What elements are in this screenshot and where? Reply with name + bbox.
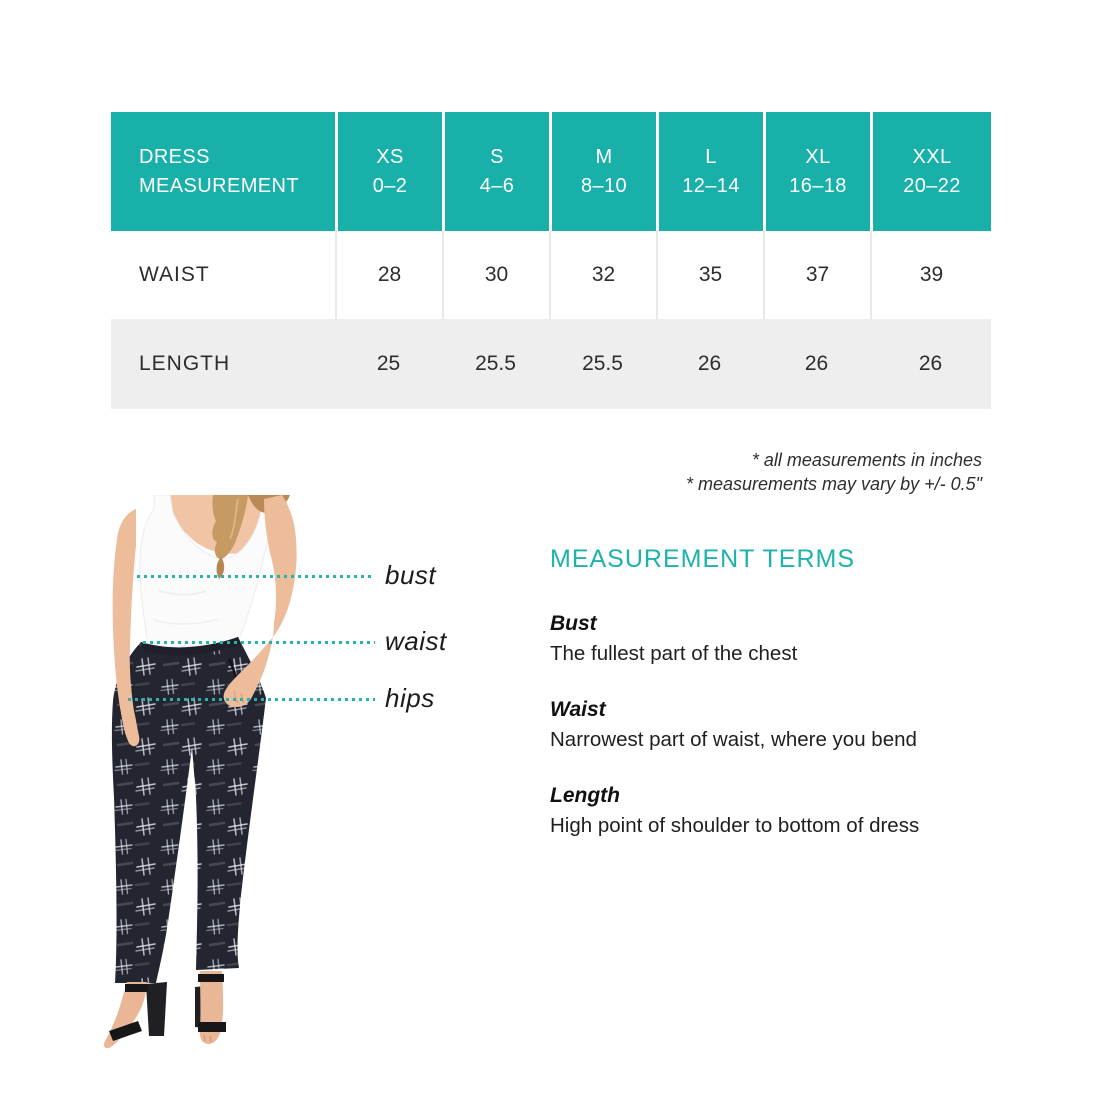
term-definition: Narrowest part of waist, where you bend: [550, 728, 917, 751]
term-item-bust: [550, 609, 1020, 668]
waist-value-m: 32: [549, 231, 656, 319]
length-value-xxl: 26: [870, 319, 991, 409]
size-range: 8–10: [580, 174, 628, 197]
length-value-xs: 25: [335, 319, 442, 409]
size-range: 12–14: [682, 174, 740, 197]
hips-measure-line: [128, 698, 375, 701]
waist-value-l: 35: [656, 231, 763, 319]
model-figure-svg: [88, 495, 388, 1075]
term-definition: The fullest part of the chest: [550, 642, 798, 665]
model-left-sandal: [104, 982, 167, 1048]
term-definition: High point of shoulder to bottom of dress: [550, 814, 920, 837]
size-label: L: [705, 145, 717, 168]
waist-measure-line: [143, 641, 375, 644]
term-name: Bust: [550, 612, 597, 635]
size-column-xxl: [870, 112, 991, 231]
size-column-xs: [335, 112, 442, 231]
size-range: 0–2: [372, 174, 408, 197]
term-item-waist: [550, 695, 1020, 754]
term-item-length: [550, 781, 1020, 840]
model-right-sandal: [195, 971, 226, 1044]
size-label: S: [490, 145, 504, 168]
size-label: XXL: [912, 145, 952, 168]
size-range: 20–22: [903, 174, 961, 197]
note-line: * measurements may vary by +/- 0.5": [686, 474, 982, 494]
term-name: Length: [550, 784, 620, 807]
length-row-label: LENGTH: [111, 319, 335, 409]
waist-label: waist: [385, 626, 447, 656]
bust-measure-line: [137, 575, 375, 578]
size-column-xl: [763, 112, 870, 231]
length-value-l: 26: [656, 319, 763, 409]
note-line: * all measurements in inches: [751, 450, 982, 470]
size-label: M: [595, 145, 613, 168]
table-title-line2: MEASUREMENT: [139, 174, 299, 197]
measurement-terms-section: [550, 545, 1020, 867]
size-column-m: [549, 112, 656, 231]
hips-label: hips: [385, 683, 435, 713]
table-title-cell: [111, 112, 335, 231]
waist-row-label: WAIST: [111, 231, 335, 319]
size-column-s: [442, 112, 549, 231]
length-value-xl: 26: [763, 319, 870, 409]
waist-value-s: 30: [442, 231, 549, 319]
waist-value-xxl: 39: [870, 231, 991, 319]
size-range: 16–18: [789, 174, 847, 197]
waist-value-xs: 28: [335, 231, 442, 319]
length-value-s: 25.5: [442, 319, 549, 409]
size-label: XL: [805, 145, 831, 168]
bust-label: bust: [385, 560, 437, 590]
measurement-notes: [686, 448, 982, 496]
length-value-m: 25.5: [549, 319, 656, 409]
model-photo: [88, 495, 388, 1075]
term-name: Waist: [550, 698, 606, 721]
size-label: XS: [376, 145, 404, 168]
waist-value-xl: 37: [763, 231, 870, 319]
size-column-l: [656, 112, 763, 231]
terms-heading: MEASUREMENT TERMS: [550, 545, 856, 573]
size-range: 4–6: [479, 174, 515, 197]
size-table: [111, 112, 991, 409]
table-title-line1: DRESS: [139, 145, 210, 168]
